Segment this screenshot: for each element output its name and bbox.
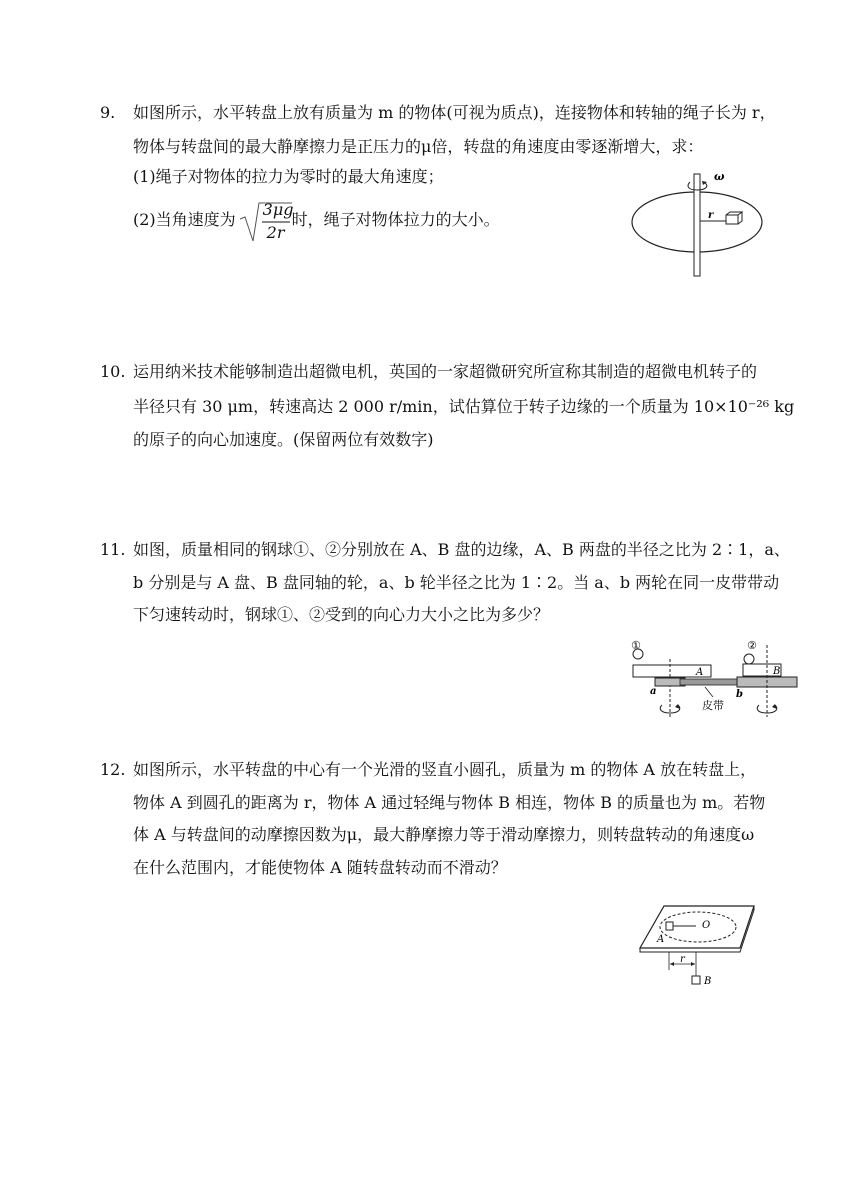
question-text-line: 如图，质量相同的钢球①、②分别放在 A、B 盘的边缘，A、B 两盘的半径之比为 2∶1，a、 [133,540,790,559]
turntable-figure [628,170,768,282]
question-text-line: 在什么范围内，才能使物体 A 随转盘转动而不滑动？ [133,858,507,877]
question-text-line: 体 A 与转盘间的动摩擦因数为μ，最大静摩擦力等于滑动摩擦力，则转盘转动的角速度ω [133,825,755,844]
belt-drive-figure [625,637,805,719]
omega-label: ω [714,170,725,183]
ball-2-label: ② [747,639,757,652]
question-text-line: 下匀速转动时，钢球①、②受到的向心力大小之比为多少？ [133,605,550,624]
fraction-numerator: 3μg [262,199,294,219]
question-text-line: 运用纳米技术能够制造出超微电机，英国的一家超微研究所宣称其制造的超微电机转子的 [133,362,758,381]
question-text-line: 物体 A 到圆孔的距离为 r，物体 A 通过轻绳与物体 B 相连，物体 B 的质量也为 m。若物 [133,793,766,812]
turntable-hole-figure [636,900,760,992]
belt-label: 皮带 [702,699,724,712]
fraction-denominator: 2r [266,222,285,242]
object-B-label: B [704,976,712,987]
wheel-b-label: b [736,689,743,700]
object-A-label: A [657,934,665,945]
part2-suffix: 时，绳子对物体拉力的大小。 [291,210,500,229]
part2-prefix: (2)当角速度为 [133,210,236,229]
question-text-line: 如图所示，水平转盘上放有质量为 m 的物体(可视为质点)，连接物体和转轴的绳子长为 r， [133,103,776,122]
r-label: r [680,954,685,965]
disk-B-label: B [773,666,781,677]
question-text-line: 的原子的向心加速度。(保留两位有效数字) [133,430,434,449]
disk-A-label: A [696,667,704,678]
r-label: r [708,210,714,221]
question-number: 11. [100,540,126,559]
question-text-line: b 分别是与 A 盘、B 盘同轴的轮，a、b 轮半径之比为 1∶2。当 a、b 两轮在同一皮带带动 [133,573,780,592]
question-text-line: (1)绳子对物体的拉力为零时的最大角速度； [133,167,444,186]
wheel-a-label: a [650,686,657,697]
question-text-line: 物体与转盘间的最大静摩擦力是正压力的μ倍，转盘的角速度由零逐渐增大，求： [133,137,704,156]
question-number: 9. [100,103,116,122]
question-text-line: 半径只有 30 μm，转速高达 2 000 r/min，试估算位于转子边缘的一个质量为 10×10⁻²⁶ kg [133,397,795,416]
sqrt-fraction [236,197,292,245]
question-text-line: 如图所示，水平转盘的中心有一个光滑的竖直小圆孔，质量为 m 的物体 A 放在转盘上， [133,760,757,779]
question-number: 10. [100,362,126,381]
ball-1-label: ① [631,639,641,652]
question-part-2 [133,196,500,245]
center-O-label: O [702,920,711,931]
question-number: 12. [100,760,126,779]
